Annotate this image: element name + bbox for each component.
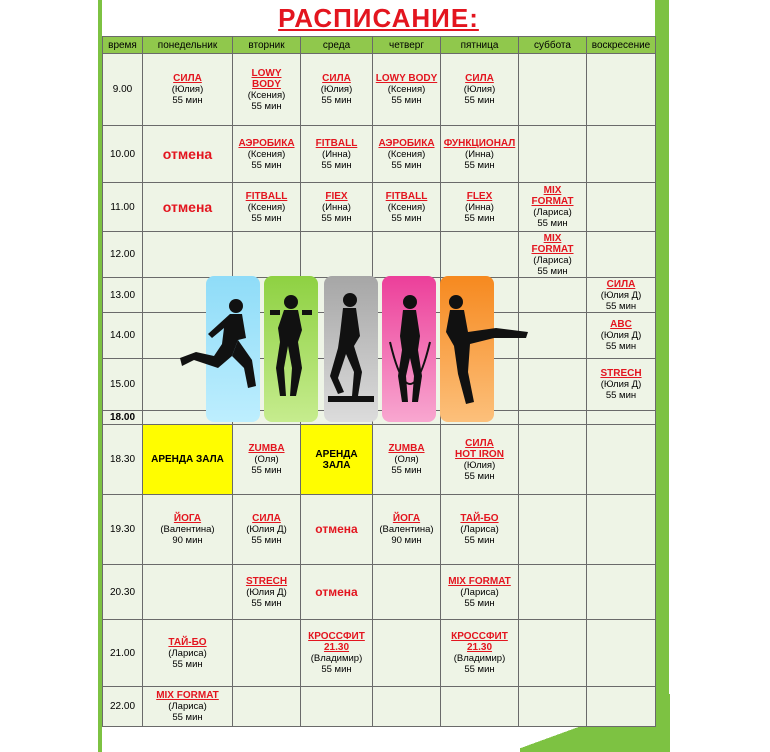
table-row: [103, 620, 656, 687]
class-cell[interactable]: КРОССФИТ 21.30 (Владимир) 55 мин: [441, 620, 519, 687]
class-cell[interactable]: FITBALL (Ксения) 55 мин: [373, 183, 441, 232]
empty-cell: [587, 620, 656, 687]
empty-cell: [441, 687, 519, 727]
page-title: РАСПИСАНИЕ:: [278, 3, 479, 33]
empty-cell: [373, 565, 441, 620]
class-cell[interactable]: STRECH (Юлия Д) 55 мин: [233, 565, 301, 620]
step-woman-icon: [328, 293, 374, 402]
time-cell: 22.00: [103, 687, 143, 727]
class-cell[interactable]: ЙОГА (Валентина) 90 мин: [373, 495, 441, 565]
class-cell[interactable]: СИЛА (Юлия Д) 55 мин: [587, 278, 656, 313]
time-cell: 10.00: [103, 126, 143, 183]
empty-cell: [143, 232, 233, 278]
header-thursday: четверг: [373, 37, 441, 54]
class-cell[interactable]: MIX FORMAT (Лариса) 55 мин: [143, 687, 233, 727]
empty-cell: [233, 232, 301, 278]
empty-cell: [587, 232, 656, 278]
table-row: [103, 495, 656, 565]
class-cell[interactable]: FITBALL (Инна) 55 мин: [301, 126, 373, 183]
class-cell[interactable]: ZUMBA (Оля) 55 мин: [373, 425, 441, 495]
empty-cell: [143, 565, 233, 620]
time-cell: 15.00: [103, 359, 143, 411]
class-cell[interactable]: ТАЙ-БО (Лариса) 55 мин: [143, 620, 233, 687]
header-monday: понедельник: [143, 37, 233, 54]
empty-cell: [301, 687, 373, 727]
table-row: [103, 232, 656, 278]
time-cell: 18.00: [103, 411, 143, 425]
class-cell[interactable]: ЙОГА (Валентина) 90 мин: [143, 495, 233, 565]
empty-cell: [587, 126, 656, 183]
table-row: [103, 54, 656, 126]
class-cell[interactable]: STRECH (Юлия Д) 55 мин: [587, 359, 656, 411]
class-cell[interactable]: СИЛА (Юлия) 55 мин: [143, 54, 233, 126]
empty-cell: [373, 232, 441, 278]
header-sunday: воскресение: [587, 37, 656, 54]
empty-cell: [587, 565, 656, 620]
cancelled-cell: отмена: [143, 126, 233, 183]
class-cell[interactable]: ФУНКЦИОНАЛ (Инна) 55 мин: [441, 126, 519, 183]
table-row: [103, 183, 656, 232]
empty-cell: [373, 620, 441, 687]
empty-cell: [587, 425, 656, 495]
empty-cell: [587, 54, 656, 126]
empty-cell: [519, 620, 587, 687]
green-border-right: [655, 0, 669, 752]
time-cell: 14.00: [103, 313, 143, 359]
running-woman-icon: [180, 299, 256, 388]
header-time: время: [103, 37, 143, 54]
table-row: [103, 126, 656, 183]
empty-cell: [519, 411, 587, 425]
page-margin-left: [0, 0, 98, 752]
class-cell[interactable]: FITBALL (Ксения) 55 мин: [233, 183, 301, 232]
header-friday: пятница: [441, 37, 519, 54]
class-cell[interactable]: FLEX (Инна) 55 мин: [441, 183, 519, 232]
table-row: [103, 425, 656, 495]
time-cell: 19.30: [103, 495, 143, 565]
class-cell[interactable]: АЭРОБИКА (Ксения) 55 мин: [373, 126, 441, 183]
header-row: [103, 37, 656, 54]
empty-cell: [587, 687, 656, 727]
rental-cell: АРЕНДА ЗАЛА: [301, 425, 373, 495]
rental-cell: АРЕНДА ЗАЛА: [143, 425, 233, 495]
empty-cell: [587, 495, 656, 565]
empty-cell: [519, 565, 587, 620]
time-cell: 11.00: [103, 183, 143, 232]
time-cell: 18.30: [103, 425, 143, 495]
cancelled-cell: отмена: [301, 495, 373, 565]
class-cell[interactable]: ZUMBA (Оля) 55 мин: [233, 425, 301, 495]
class-cell[interactable]: MIX FORMAT (Лариса) 55 мин: [519, 183, 587, 232]
empty-cell: [519, 313, 587, 359]
empty-cell: [519, 54, 587, 126]
class-cell[interactable]: ТАЙ-БО (Лариса) 55 мин: [441, 495, 519, 565]
empty-cell: [587, 411, 656, 425]
class-cell[interactable]: СИЛА (Юлия) 55 мин: [301, 54, 373, 126]
time-cell: 12.00: [103, 232, 143, 278]
dumbbell-woman-icon: [270, 295, 312, 396]
cancelled-cell: отмена: [143, 183, 233, 232]
class-cell[interactable]: LOWY BODY (Ксения) 55 мин: [373, 54, 441, 126]
empty-cell: [373, 687, 441, 727]
empty-cell: [519, 126, 587, 183]
class-cell[interactable]: СИЛА (Юлия) 55 мин: [441, 54, 519, 126]
empty-cell: [519, 278, 587, 313]
time-cell: 9.00: [103, 54, 143, 126]
header-wednesday: среда: [301, 37, 373, 54]
cancelled-cell: отмена: [301, 565, 373, 620]
class-cell[interactable]: LOWY BODY (Ксения) 55 мин: [233, 54, 301, 126]
table-row: [103, 687, 656, 727]
class-cell[interactable]: АЭРОБИКА (Ксения) 55 мин: [233, 126, 301, 183]
kicking-woman-icon: [446, 295, 528, 404]
table-row: [103, 565, 656, 620]
empty-cell: [519, 425, 587, 495]
header-saturday: суббота: [519, 37, 587, 54]
empty-cell: [233, 620, 301, 687]
empty-cell: [519, 359, 587, 411]
empty-cell: [441, 232, 519, 278]
class-cell[interactable]: СИЛА HOT IRON (Юлия) 55 мин: [441, 425, 519, 495]
jump-rope-woman-icon: [390, 295, 430, 402]
class-cell[interactable]: MIX FORMAT (Лариса) 55 мин: [519, 232, 587, 278]
time-cell: 13.00: [103, 278, 143, 313]
class-cell[interactable]: СИЛА (Юлия Д) 55 мин: [233, 495, 301, 565]
empty-cell: [587, 183, 656, 232]
class-cell[interactable]: ABC (Юлия Д) 55 мин: [587, 313, 656, 359]
empty-cell: [301, 232, 373, 278]
header-tuesday: вторник: [233, 37, 301, 54]
empty-cell: [233, 687, 301, 727]
time-cell: 20.30: [103, 565, 143, 620]
class-cell[interactable]: FIEX (Инна) 55 мин: [301, 183, 373, 232]
fitness-illustration: [178, 276, 528, 422]
empty-cell: [519, 687, 587, 727]
empty-cell: [519, 495, 587, 565]
time-cell: 21.00: [103, 620, 143, 687]
class-cell[interactable]: MIX FORMAT (Лариса) 55 мин: [441, 565, 519, 620]
class-cell[interactable]: КРОССФИТ 21.30 (Владимир) 55 мин: [301, 620, 373, 687]
